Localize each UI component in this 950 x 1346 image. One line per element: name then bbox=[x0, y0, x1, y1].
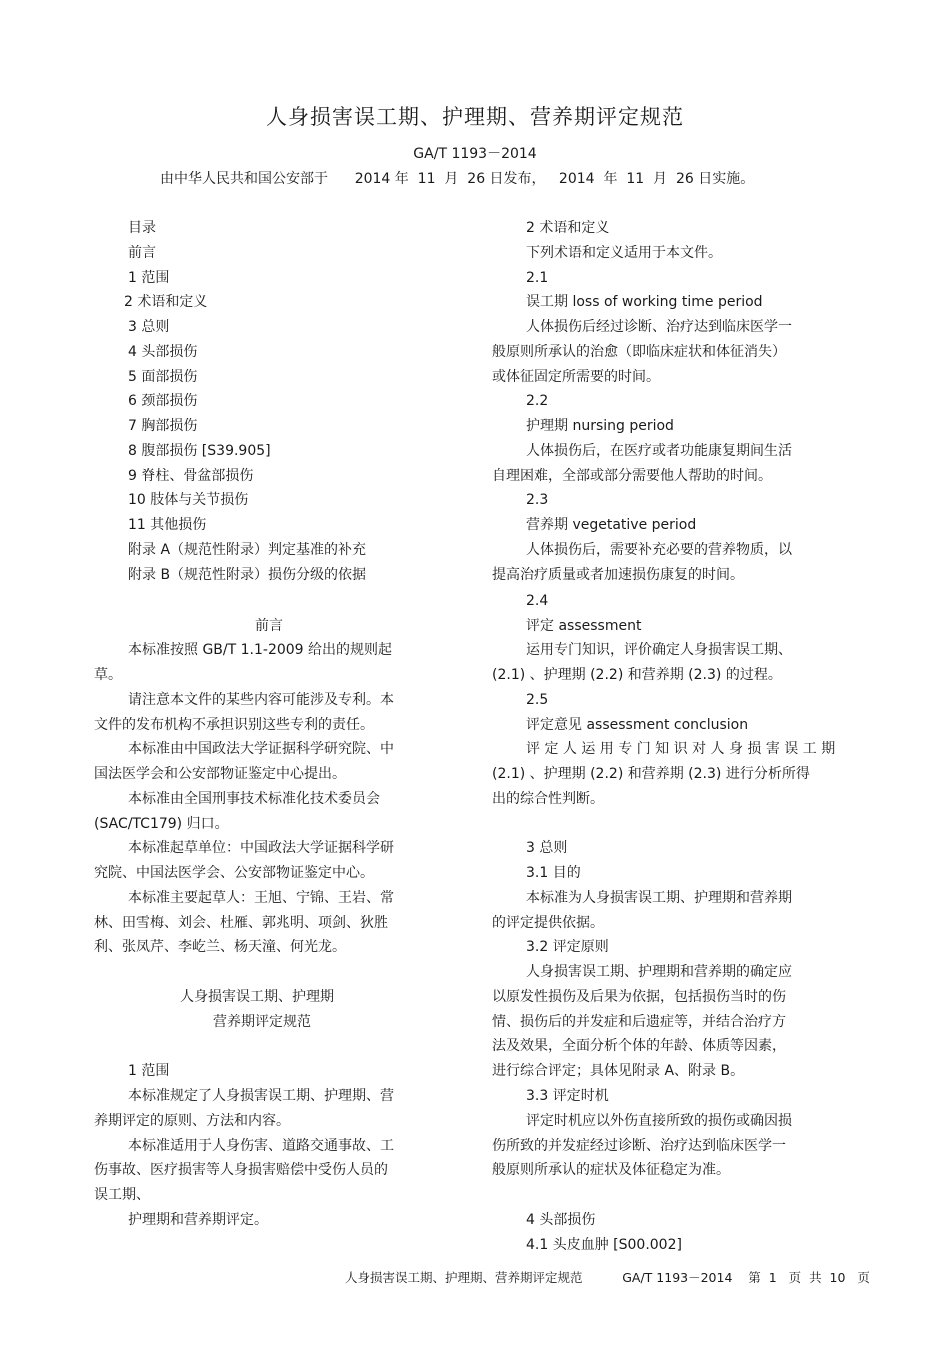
toc-heading: 目录 bbox=[128, 220, 156, 236]
paragraph-line: 林、田雪梅、刘会、杜雁、郭兆明、项剑、狄胜 bbox=[94, 915, 388, 931]
paragraph-line: 本标准按照 GB/T 1.1-2009 给出的规则起 bbox=[128, 642, 393, 658]
toc-item: 4 头部损伤 bbox=[128, 344, 198, 360]
clause-number: 2.3 bbox=[526, 492, 549, 508]
paragraph-line: 情、损伤后的并发症和后遗症等，并结合治疗方 bbox=[492, 1014, 786, 1030]
toc-item: 7 胸部损伤 bbox=[128, 418, 198, 434]
paragraph-line: 法及效果，全面分析个体的年龄、体质等因素， bbox=[492, 1038, 786, 1054]
clause-number: 2.5 bbox=[526, 692, 549, 708]
term-heading: 评定 assessment bbox=[526, 618, 642, 634]
paragraph-line: 伤所致的并发症经过诊断、治疗达到临床医学一 bbox=[492, 1138, 786, 1154]
paragraph-line: (2.1) 、护理期 (2.2) 和营养期 (2.3) 进行分析所得 bbox=[492, 766, 810, 782]
paragraph-line: 下列术语和定义适用于本文件。 bbox=[526, 245, 722, 261]
paragraph-line: 般原则所承认的治愈（即临床症状和体征消失） bbox=[492, 344, 786, 360]
toc-item: 5 面部损伤 bbox=[128, 369, 198, 385]
paragraph-line: 人身损害误工期、护理期和营养期的确定应 bbox=[526, 964, 792, 980]
clause-number: 2.1 bbox=[526, 270, 549, 286]
subtitle-line-1: 人身损害误工期、护理期 bbox=[180, 989, 334, 1005]
paragraph-line: 文件的发布机构不承担识别这些专利的责任。 bbox=[94, 717, 374, 733]
clause-number: 2.2 bbox=[526, 393, 549, 409]
toc-item: 8 腹部损伤 [S39.905] bbox=[128, 443, 271, 459]
paragraph-line: 草。 bbox=[94, 667, 122, 683]
toc-item: 11 其他损伤 bbox=[128, 517, 207, 533]
toc-item: 6 颈部损伤 bbox=[128, 393, 198, 409]
term-heading: 误工期 loss of working time period bbox=[526, 294, 763, 310]
paragraph-line: 提高治疗质量或者加速损伤康复的时间。 bbox=[492, 567, 744, 583]
paragraph-line: 进行综合评定；具体见附录 A、附录 B。 bbox=[492, 1063, 745, 1079]
paragraph-line: 本标准为人身损害误工期、护理期和营养期 bbox=[526, 890, 792, 906]
paragraph-line: 究院、中国法医学会、公安部物证鉴定中心。 bbox=[94, 865, 374, 881]
clause-heading: 3.2 评定原则 bbox=[526, 939, 609, 955]
standard-code: GA/T 1193－2014 bbox=[413, 146, 537, 162]
toc-item: 附录 B（规范性附录）损伤分级的依据 bbox=[128, 567, 367, 583]
paragraph-line: 本标准由中国政法大学证据科学研究院、中 bbox=[128, 741, 394, 757]
paragraph-line: 自理困难，全部或部分需要他人帮助的时间。 bbox=[492, 468, 772, 484]
paragraph-line: 的评定提供依据。 bbox=[492, 915, 604, 931]
paragraph-line: 伤事故、医疗损害等人身损害赔偿中受伤人员的 bbox=[94, 1162, 388, 1178]
toc-item: 1 范围 bbox=[128, 270, 170, 286]
paragraph-line: 本标准适用于人身伤害、道路交通事故、工 bbox=[128, 1138, 394, 1154]
toc-item: 附录 A（规范性附录）判定基准的补充 bbox=[128, 542, 367, 558]
section-heading-general: 3 总则 bbox=[526, 840, 568, 856]
toc-item: 9 脊柱、骨盆部损伤 bbox=[128, 468, 254, 484]
term-heading: 营养期 vegetative period bbox=[526, 517, 697, 533]
document-title: 人身损害误工期、护理期、营养期评定规范 bbox=[266, 105, 684, 129]
toc-item: 前言 bbox=[128, 245, 156, 261]
paragraph-line: 本标准起草单位：中国政法大学证据科学研 bbox=[128, 840, 394, 856]
toc-item: 2 术语和定义 bbox=[124, 294, 208, 310]
clause-heading: 3.1 目的 bbox=[526, 865, 581, 881]
paragraph-line: 本标准规定了人身损害误工期、护理期、营 bbox=[128, 1088, 394, 1104]
section-heading-head-injury: 4 头部损伤 bbox=[526, 1212, 596, 1228]
paragraph-line: 评 定 人 运 用 专 门 知 识 对 人 身 损 害 误 工 期 bbox=[526, 741, 836, 757]
paragraph-line: 出的综合性判断。 bbox=[492, 791, 604, 807]
paragraph-line: 人体损伤后经过诊断、治疗达到临床医学一 bbox=[526, 319, 792, 335]
subtitle-line-2: 营养期评定规范 bbox=[213, 1014, 311, 1030]
paragraph-line: 般原则所承认的症状及体征稳定为准。 bbox=[492, 1162, 730, 1178]
term-heading: 护理期 nursing period bbox=[526, 418, 674, 434]
section-heading-terms: 2 术语和定义 bbox=[526, 220, 610, 236]
paragraph-line: 养期评定的原则、方法和内容。 bbox=[94, 1113, 290, 1129]
paragraph-line: 国法医学会和公安部物证鉴定中心提出。 bbox=[94, 766, 346, 782]
paragraph-line: 本标准主要起草人：王旭、宁锦、王岩、常 bbox=[128, 890, 394, 906]
publish-line: 由中华人民共和国公安部于 2014 年 11 月 26 日发布， 2014 年 11 月 26 日实施。 bbox=[160, 171, 755, 187]
paragraph-line: 以原发性损伤及后果为依据，包括损伤当时的伤 bbox=[492, 989, 786, 1005]
term-heading: 评定意见 assessment conclusion bbox=[526, 717, 749, 733]
paragraph-line: 请注意本文件的某些内容可能涉及专利。本 bbox=[128, 692, 394, 708]
toc-item: 10 肢体与关节损伤 bbox=[128, 492, 249, 508]
paragraph-line: 运用专门知识，评价确定人身损害误工期、 bbox=[526, 642, 792, 658]
paragraph-line: 人体损伤后，在医疗或者功能康复期间生活 bbox=[526, 443, 792, 459]
paragraph-line: 评定时机应以外伤直接所致的损伤或确因损 bbox=[526, 1113, 792, 1129]
paragraph-line: (SAC/TC179) 归口。 bbox=[94, 816, 229, 832]
paragraph-line: 护理期和营养期评定。 bbox=[128, 1212, 268, 1228]
paragraph-line: 利、张凤芹、李屹兰、杨天潼、何光龙。 bbox=[94, 939, 346, 955]
paragraph-line: 本标准由全国刑事技术标准化技术委员会 bbox=[128, 791, 380, 807]
clause-heading: 4.1 头皮血肿 [S00.002] bbox=[526, 1237, 682, 1253]
paragraph-line: 或体征固定所需要的时间。 bbox=[492, 369, 660, 385]
toc-item: 3 总则 bbox=[128, 319, 170, 335]
clause-heading: 3.3 评定时机 bbox=[526, 1088, 609, 1104]
section-heading-scope: 1 范围 bbox=[128, 1063, 170, 1079]
paragraph-line: 人体损伤后，需要补充必要的营养物质，以 bbox=[526, 542, 792, 558]
paragraph-line: 误工期、 bbox=[94, 1187, 150, 1203]
page-footer: 人身损害误工期、护理期、营养期评定规范 GA/T 1193－2014 第 1 页 共 10 页 bbox=[345, 1270, 870, 1285]
clause-number: 2.4 bbox=[526, 593, 549, 609]
paragraph-line: (2.1) 、护理期 (2.2) 和营养期 (2.3) 的过程。 bbox=[492, 667, 782, 683]
section-heading-foreword: 前言 bbox=[255, 618, 283, 634]
